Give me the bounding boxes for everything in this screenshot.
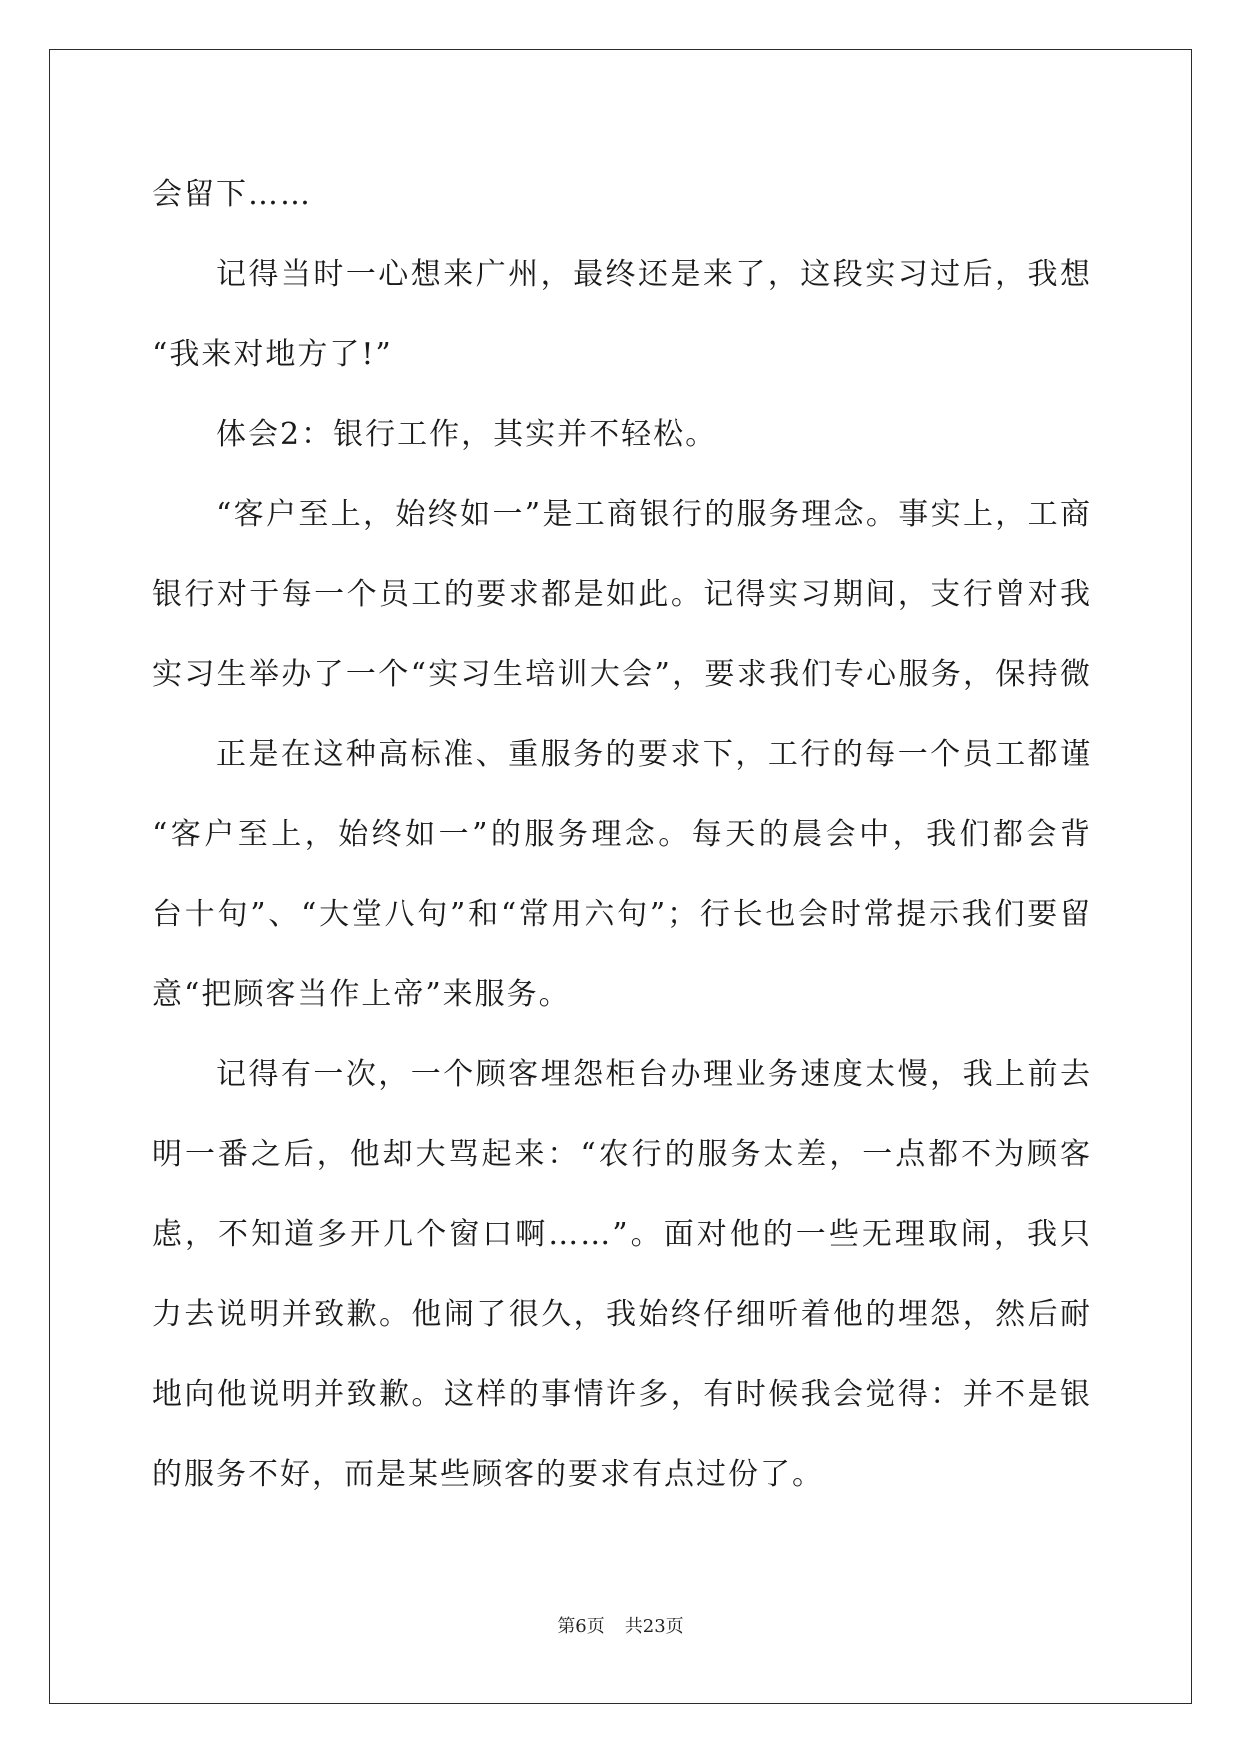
- text-line: 明一番之后，他却大骂起来：“农行的服务太差，一点都不为顾客: [152, 1137, 1092, 1172]
- page-number: 第6页: [557, 1616, 605, 1637]
- text-line: 体会2：银行工作，其实并不轻松。: [216, 417, 718, 452]
- text-line: 力去说明并致歉。他闹了很久，我始终仔细听着他的埋怨，然后耐: [152, 1297, 1092, 1332]
- document-body: [152, 155, 1092, 1515]
- text-line: 会留下……: [152, 177, 312, 212]
- text-line: 记得当时一心想来广州，最终还是来了，这段实习过后，我想: [216, 257, 1092, 292]
- text-line: 地向他说明并致歉。这样的事情许多，有时候我会觉得：并不是银: [152, 1377, 1092, 1412]
- text-line: 台十句”、“大堂八句”和“常用六句”；行长也会时常提示我们要留: [152, 897, 1092, 932]
- text-line: 正是在这种高标准、重服务的要求下，工行的每一个员工都谨: [216, 737, 1092, 772]
- page-footer: [0, 1612, 1241, 1638]
- text-line: 虑，不知道多开几个窗口啊……”。面对他的一些无理取闹，我只: [152, 1217, 1092, 1252]
- text-line: “我来对地方了!”: [152, 337, 393, 372]
- text-line: 意“把顾客当作上帝”来服务。: [152, 977, 571, 1012]
- text-line: 的服务不好，而是某些顾客的要求有点过份了。: [152, 1457, 824, 1492]
- text-line: “客户至上，始终如一”的服务理念。每天的晨会中，我们都会背: [152, 817, 1092, 852]
- text-line: 实习生举办了一个“实习生培训大会”，要求我们专心服务，保持微: [152, 657, 1092, 692]
- page-total: 共23页: [624, 1616, 684, 1637]
- text-line: 银行对于每一个员工的要求都是如此。记得实习期间，支行曾对我: [152, 577, 1092, 612]
- text-line: 记得有一次，一个顾客埋怨柜台办理业务速度太慢，我上前去: [216, 1057, 1092, 1092]
- text-line: “客户至上，始终如一”是工商银行的服务理念。事实上，工商: [216, 497, 1092, 532]
